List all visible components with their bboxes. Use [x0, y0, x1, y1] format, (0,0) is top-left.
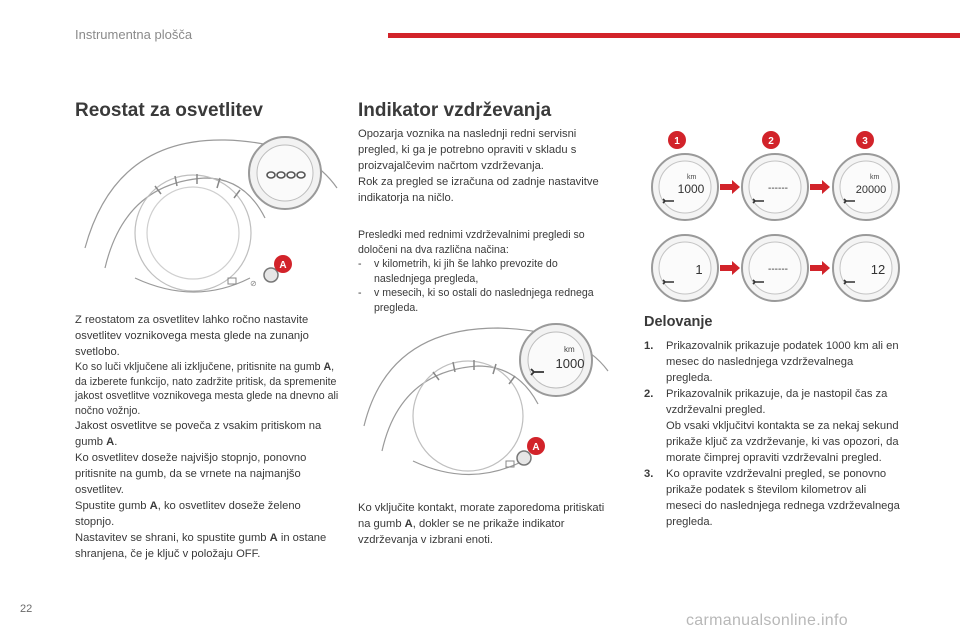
service-intervals-text: Presledki med rednimi vzdrževalnimi pregledi so določeni na dva različna načina:	[358, 229, 585, 256]
svg-text:2: 2	[768, 136, 774, 147]
operation-step-2: 2. Prikazovalnik prikazuje, da je nastopil čas za vzdrževalni pregled. Ob vsaki vključitvi kontakta se za nekaj sekund prikaže ključ za vzdrževanje, ki vas opozori, da morate čimprej opraviti vzdrževalni pregled.	[644, 388, 899, 464]
dimmer-paragraph-1: Z reostatom za osvetlitev lahko ročno nastavite osvetlitev voznikovega mesta glede na zunanjo svetlobo.	[75, 314, 309, 358]
service-reset-instruction: Ko vključite kontakt, morate zaporedoma pritiskati na gumb A, dokler se ne prikaže indikator vzdrževanja v izbrani enoti.	[358, 502, 605, 546]
svg-text:km: km	[687, 174, 697, 181]
svg-text:------: ------	[768, 264, 788, 275]
svg-text:⊘: ⊘	[250, 279, 257, 288]
svg-text:20000: 20000	[855, 184, 887, 196]
dial-3-km	[833, 154, 899, 220]
service-intro-2: Rok za pregled se izračuna od zadnje nastavitve indikatorja na ničlo.	[358, 176, 599, 204]
header-accent-bar	[388, 33, 960, 38]
watermark: carmanualsonline.info	[686, 612, 848, 629]
svg-text:------: ------	[768, 183, 788, 194]
svg-text:1: 1	[674, 136, 680, 147]
dimmer-paragraph-5: Spustite gumb A, ko osvetlitev doseže želeno stopnjo.	[75, 500, 301, 528]
page-number: 22	[20, 603, 33, 615]
svg-text:1: 1	[695, 262, 703, 277]
dial-1-months	[652, 235, 718, 301]
service-intro-1: Opozarja voznika na naslednji redni servisni pregled, ki ga je potrebno opraviti v skladu s proizvajalčevim načrtom vzdrževanja.	[358, 128, 577, 172]
section-heading-operation: Delovanje	[644, 314, 713, 330]
interval-months: - v mesecih, ki so ostali do naslednjega rednega pregleda.	[358, 287, 594, 314]
dimmer-paragraph-3: Jakost osvetlitve se poveča z vsakim pritiskom na gumb A.	[75, 420, 322, 448]
svg-text:1000: 1000	[677, 182, 705, 196]
dial-3-months	[833, 235, 899, 301]
service-intervals	[358, 228, 614, 315]
dial-1-km	[652, 154, 718, 220]
callout-a-label-2: A	[532, 442, 540, 453]
service-dashboard-illustration	[358, 316, 614, 486]
operation-steps	[644, 338, 900, 530]
service-sequence-illustration	[640, 125, 902, 305]
service-intro	[358, 126, 614, 206]
dial-unit: km	[564, 345, 575, 354]
svg-text:12: 12	[870, 262, 886, 277]
dial-2-months	[742, 235, 808, 301]
section-heading-service-indicator: Indikator vzdrževanja	[358, 100, 552, 121]
dial-2-km	[742, 154, 808, 220]
dimmer-paragraph-2: Ko so luči vključene ali izključene, pritisnite na gumb A, da izberete funkcijo, nato zadržite pritisk, da spremenite jakost osvetlitve voznikovega mesta glede na dnevno ali nočno vožnjo.	[75, 361, 339, 417]
dimmer-description	[75, 312, 343, 562]
svg-text:km: km	[870, 174, 880, 181]
dimmer-paragraph-4: Ko osvetlitev doseže najvišjo stopnjo, ponovno pritisnite na gumb, da se vrnete na najmanjšo osvetlitev.	[75, 452, 307, 496]
dial-value: 1000	[555, 356, 585, 371]
callout-a-label: A	[279, 260, 287, 271]
operation-step-3: 3. Ko opravite vzdrževalni pregled, se ponovno prikaže podatek s številom kilometrov ali meseci do naslednjega rednega vzdrževalnega pregleda.	[644, 468, 900, 528]
dimmer-paragraph-6: Nastavitev se shrani, ko spustite gumb A in ostane shranjena, če je ključ v položaju OFF.	[75, 532, 327, 560]
running-header: Instrumentna plošča	[75, 27, 193, 42]
operation-step-1: 1. Prikazovalnik prikazuje podatek 1000 km ali en mesec do naslednjega vzdrževalnega pregleda.	[644, 340, 899, 384]
interval-km: - v kilometrih, ki jih še lahko prevozite do naslednjega pregleda,	[358, 258, 558, 285]
svg-text:3: 3	[862, 136, 868, 147]
section-heading-dimmer: Reostat za osvetlitev	[75, 100, 263, 121]
dimmer-dashboard-illustration	[75, 128, 340, 303]
